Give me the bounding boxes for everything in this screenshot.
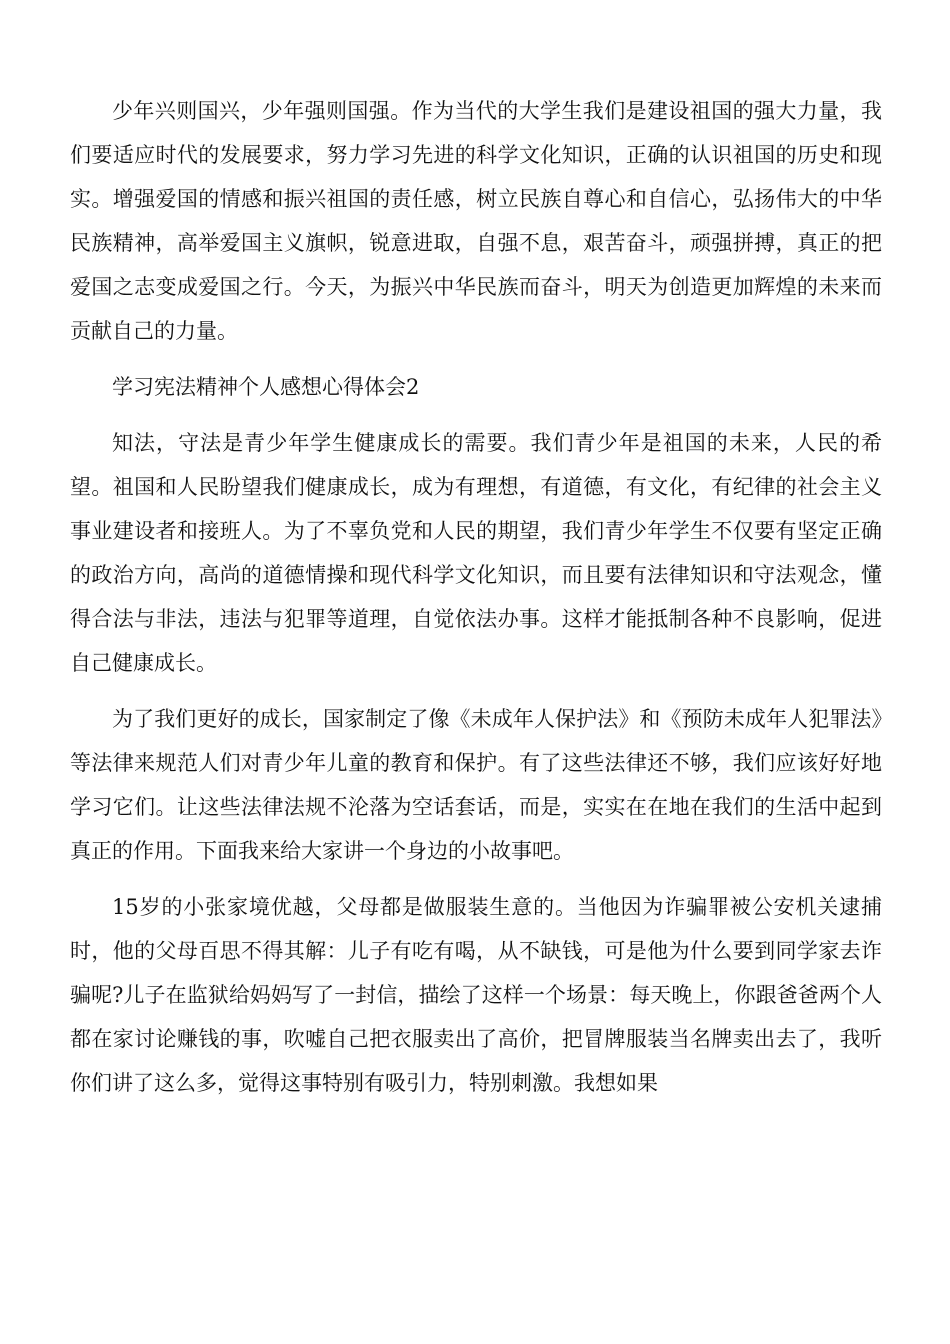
paragraph-law-awareness: 知法，守法是青少年学生健康成长的需要。我们青少年是祖国的未来，人民的希望。祖国和人民盼望我们健康成长，成为有理想，有道德，有文化，有纪律的社会主义事业建设者和接班人。为了不辜负党和人民的期望，我们青少年学生不仅要有坚定正确的政治方向，高尚的道德情操和现代科学文化知识，而且要有法律知识和守法观念，懂得合法与非法，违法与犯罪等道理，自觉依法办事。这样才能抵制各种不良影响，促进自己健康成长。 — [70, 431, 882, 675]
paragraph-story: 15岁的小张家境优越，父母都是做服装生意的。当他因为诈骗罪被公安机关逮捕时，他的父母百思不得其解：儿子有吃有喝，从不缺钱，可是他为什么要到同学家去诈骗呢?儿子在监狱给妈妈写了一封信，描绘了这样一个场景：每天晚上，你跟爸爸两个人都在家讨论赚钱的事，吹嘘自己把衣服卖出了高价，把冒牌服装当名牌卖出去了，我听你们讲了这么多，觉得这事特别有吸引力，特别刺激。我想如果 — [70, 895, 882, 1095]
document-body — [70, 89, 882, 1117]
paragraph-minor-protection-laws: 为了我们更好的成长，国家制定了像《未成年人保护法》和《预防未成年人犯罪法》等法律来规范人们对青少年儿童的教育和保护。有了这些法律还不够，我们应该好好地学习它们。让这些法律法规不沦落为空话套话，而是，实实在在地在我们的生活中起到真正的作用。下面我来给大家讲一个身边的小故事吧。 — [70, 707, 882, 863]
section-heading: 学习宪法精神个人感想心得体会2 — [112, 375, 420, 399]
paragraph-patriotism: 少年兴则国兴，少年强则国强。作为当代的大学生我们是建设祖国的强大力量，我们要适应时代的发展要求，努力学习先进的科学文化知识，正确的认识祖国的历史和现实。增强爱国的情感和振兴祖国的责任感，树立民族自尊心和自信心，弘扬伟大的中华民族精神，高举爱国主义旗帜，锐意进取，自强不息，艰苦奋斗，顽强拼搏，真正的把爱国之志变成爱国之行。今天，为振兴中华民族而奋斗，明天为创造更加辉煌的未来而贡献自己的力量。 — [70, 99, 882, 343]
